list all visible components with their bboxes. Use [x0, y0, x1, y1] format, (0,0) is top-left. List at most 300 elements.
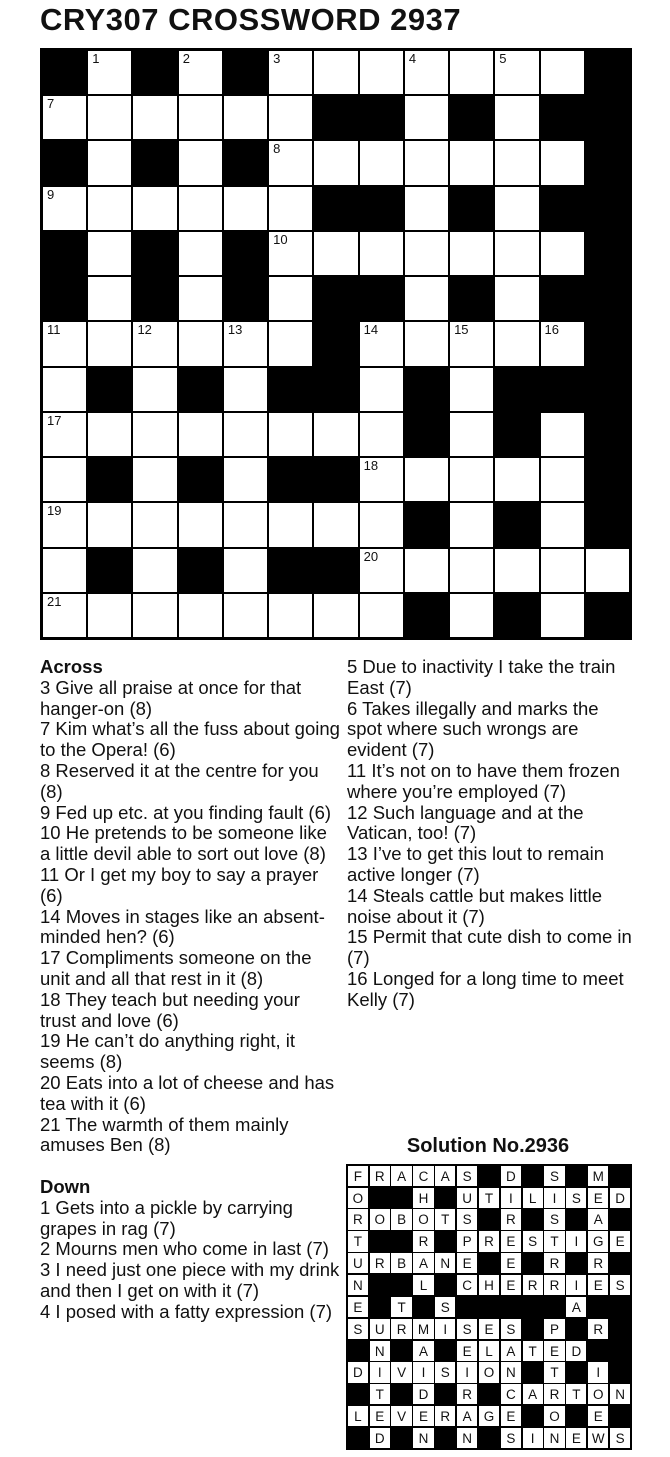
solution-letter: E — [353, 1299, 363, 1315]
solution-letter: N — [440, 1256, 451, 1272]
solution-letter: R — [374, 1256, 385, 1272]
solution-cell — [501, 1253, 521, 1273]
grid-cell[interactable] — [224, 322, 267, 365]
solution-cell — [479, 1275, 499, 1295]
grid-cell[interactable] — [269, 96, 312, 139]
crossword-grid — [40, 48, 632, 640]
grid-cell[interactable] — [405, 141, 448, 184]
down-clue: 14 Steals cattle but makes little noise about it (7) — [347, 884, 603, 927]
grid-cell[interactable] — [314, 141, 357, 184]
grid-cell[interactable] — [541, 141, 584, 184]
solution-cell — [413, 1253, 433, 1273]
grid-cell[interactable] — [314, 594, 357, 637]
solution-letter: I — [443, 1321, 448, 1337]
down-clue: 5 Due to inactivity I take the train East (7) — [347, 656, 616, 698]
across-clue: 9 Fed up etc. at you finding fault (6) — [40, 801, 332, 823]
grid-cell[interactable] — [88, 503, 131, 546]
grid-cell[interactable] — [450, 141, 493, 184]
solution-cell — [501, 1231, 521, 1251]
grid-cell[interactable] — [450, 549, 493, 592]
solution-cell — [588, 1275, 608, 1295]
solution-letter: E — [593, 1409, 603, 1425]
solution-letter: G — [592, 1234, 604, 1250]
grid-cell[interactable] — [586, 549, 629, 592]
solution-letter: E — [506, 1234, 516, 1250]
solution-cell — [370, 1319, 390, 1339]
grid-cell[interactable] — [88, 322, 131, 365]
grid-cell[interactable] — [43, 458, 86, 501]
solution-cell — [544, 1362, 564, 1382]
grid-cell[interactable] — [450, 322, 493, 365]
grid-cell[interactable] — [405, 277, 448, 320]
clues-right-column — [347, 657, 637, 1011]
solution-cell — [391, 1297, 411, 1317]
solution-letter: T — [441, 1212, 450, 1228]
grid-cell[interactable] — [179, 51, 222, 94]
down-clue: 13 I’ve to get this lout to remain active longer (7) — [347, 843, 605, 885]
solution-letter: A — [397, 1168, 407, 1184]
grid-cell[interactable] — [495, 96, 538, 139]
solution-letter: T — [397, 1299, 406, 1315]
solution-letter: T — [572, 1387, 581, 1403]
solution-cell — [457, 1231, 477, 1251]
grid-cell[interactable] — [224, 503, 267, 546]
solution-letter: S — [550, 1168, 560, 1184]
solution-cell — [501, 1188, 521, 1208]
solution-cell — [457, 1362, 477, 1382]
solution-letter: B — [397, 1212, 407, 1228]
grid-cell[interactable] — [43, 187, 86, 230]
solution-cell — [588, 1384, 608, 1404]
solution-cell — [523, 1384, 543, 1404]
grid-cell[interactable] — [179, 232, 222, 275]
grid-cell[interactable] — [541, 458, 584, 501]
solution-letter: D — [571, 1343, 582, 1359]
grid-cell[interactable] — [224, 594, 267, 637]
solution-cell — [501, 1275, 521, 1295]
solution-cell — [370, 1341, 390, 1361]
solution-letter: E — [506, 1256, 516, 1272]
solution-title: Solution No.2936 — [406, 1135, 570, 1157]
solution-cell — [457, 1406, 477, 1426]
solution-cell — [370, 1428, 390, 1448]
solution-letter: D — [505, 1168, 516, 1184]
solution-letter: O — [418, 1212, 429, 1228]
solution-letter: I — [530, 1430, 535, 1446]
grid-cell[interactable] — [314, 503, 357, 546]
grid-cell[interactable] — [360, 458, 403, 501]
solution-cell — [566, 1231, 586, 1251]
solution-letter: E — [506, 1278, 516, 1294]
grid-cell[interactable] — [269, 51, 312, 94]
solution-cell — [501, 1166, 521, 1186]
grid-cell[interactable] — [269, 141, 312, 184]
solution-letter: T — [375, 1387, 384, 1403]
solution-letter: U — [462, 1190, 472, 1206]
grid-cell[interactable] — [224, 368, 267, 411]
grid-cell[interactable] — [269, 322, 312, 365]
solution-cell — [544, 1231, 564, 1251]
grid-cell[interactable] — [360, 141, 403, 184]
clue-number: 14 — [363, 322, 379, 338]
grid-cell[interactable] — [133, 413, 176, 456]
clue-number: 17 — [47, 412, 62, 428]
solution-letter: S — [462, 1168, 472, 1184]
solution-cell — [523, 1428, 543, 1448]
clue-number: 18 — [363, 458, 379, 474]
solution-letter: A — [418, 1256, 428, 1272]
grid-cell[interactable] — [495, 187, 538, 230]
down-clue: 4 I posed with a fatty expression (7) — [40, 1300, 333, 1322]
solution-letter: L — [528, 1190, 537, 1206]
solution-letter: A — [440, 1168, 450, 1184]
grid-cell[interactable] — [224, 458, 267, 501]
across-clue: 11 Or I get my boy to say a prayer (6) — [40, 863, 319, 906]
solution-cell — [457, 1428, 477, 1448]
grid-cell[interactable] — [224, 96, 267, 139]
grid-cell[interactable] — [314, 413, 357, 456]
grid-cell[interactable] — [179, 187, 222, 230]
solution-letter: S — [506, 1321, 516, 1337]
grid-cell[interactable] — [43, 549, 86, 592]
solution-letter: O — [352, 1190, 364, 1206]
solution-cell — [391, 1253, 411, 1273]
solution-cell — [413, 1231, 433, 1251]
grid-cell[interactable] — [314, 232, 357, 275]
solution-cell — [588, 1406, 608, 1426]
grid-cell[interactable] — [133, 96, 176, 139]
solution-cell — [479, 1319, 499, 1339]
grid-cell[interactable] — [133, 549, 176, 592]
across-clue: 3 Give all praise at once for that hanger-on (8) — [40, 676, 302, 719]
solution-letter: I — [574, 1278, 579, 1294]
grid-cell[interactable] — [405, 322, 448, 365]
solution-letter: T — [484, 1190, 494, 1206]
solution-letter: A — [571, 1299, 581, 1315]
grid-cell[interactable] — [405, 549, 448, 592]
solution-cell — [348, 1253, 368, 1273]
solution-letter: M — [592, 1168, 604, 1184]
solution-letter: L — [354, 1409, 362, 1425]
solution-cell — [479, 1362, 499, 1382]
solution-letter: R — [353, 1212, 363, 1228]
grid-cell[interactable] — [269, 594, 312, 637]
grid-cell[interactable] — [179, 277, 222, 320]
solution-cell — [348, 1319, 368, 1339]
grid-cell[interactable] — [269, 503, 312, 546]
grid-cell[interactable] — [360, 503, 403, 546]
solution-letter: R — [527, 1278, 538, 1294]
solution-letter: E — [550, 1343, 560, 1359]
solution-cell — [457, 1384, 477, 1404]
solution-cell — [610, 1275, 630, 1295]
solution-letter: R — [593, 1321, 604, 1337]
grid-cell[interactable] — [43, 503, 86, 546]
grid-cell[interactable] — [224, 549, 267, 592]
grid-cell[interactable] — [495, 232, 538, 275]
grid-cell[interactable] — [88, 594, 131, 637]
grid-cell[interactable] — [133, 322, 176, 365]
grid-cell[interactable] — [405, 51, 448, 94]
grid-cell[interactable] — [224, 187, 267, 230]
grid-cell[interactable] — [224, 413, 267, 456]
solution-letter: A — [528, 1387, 538, 1403]
page-title: CRY307 CROSSWORD 2937 — [40, 2, 462, 37]
clue-number: 13 — [227, 322, 243, 338]
grid-cell[interactable] — [360, 368, 403, 411]
across-clue: 7 Kim what’s all the fuss about going to the Opera! (6) — [40, 718, 340, 761]
solution-letter: F — [353, 1168, 363, 1184]
solution-cell — [413, 1406, 433, 1426]
grid-cell[interactable] — [541, 549, 584, 592]
grid-cell[interactable] — [88, 413, 131, 456]
solution-letter: S — [506, 1430, 516, 1446]
grid-cell[interactable] — [179, 96, 222, 139]
down-clue: 15 Permit that cute dish to come in (7) — [347, 926, 632, 969]
solution-letter: E — [462, 1256, 472, 1272]
solution-letter: D — [418, 1387, 429, 1403]
clue-number: 1 — [92, 51, 100, 66]
grid-cell[interactable] — [405, 458, 448, 501]
across-clue: 21 The warmth of them mainly amuses Ben (8) — [40, 1113, 289, 1156]
solution-cell — [457, 1319, 477, 1339]
solution-cell — [413, 1166, 433, 1186]
solution-cell — [457, 1253, 477, 1273]
solution-letter: T — [353, 1234, 363, 1250]
grid-cell[interactable] — [269, 187, 312, 230]
grid-cell[interactable] — [269, 413, 312, 456]
grid-cell[interactable] — [541, 594, 584, 637]
solution-cell — [544, 1188, 564, 1208]
grid-cell[interactable] — [495, 458, 538, 501]
solution-cell — [501, 1341, 521, 1361]
solution-cell — [610, 1428, 630, 1448]
down-clue: 2 Mourns men who come in last (7) — [40, 1238, 329, 1260]
solution-cell — [501, 1428, 521, 1448]
solution-cell — [479, 1231, 499, 1251]
solution-letter: U — [353, 1256, 363, 1272]
grid-cell[interactable] — [495, 549, 538, 592]
down-clue: 11 It’s not on to have them frozen where you’re employed (7) — [347, 759, 620, 802]
solution-cell — [413, 1341, 433, 1361]
grid-cell[interactable] — [541, 51, 584, 94]
grid-cell[interactable] — [133, 458, 176, 501]
solution-cell — [566, 1384, 586, 1404]
clue-number: 5 — [499, 51, 507, 66]
solution-cell — [370, 1362, 390, 1382]
grid-cell[interactable] — [133, 368, 176, 411]
grid-cell[interactable] — [43, 413, 86, 456]
solution-cell — [501, 1209, 521, 1229]
solution-letter: R — [484, 1234, 494, 1250]
solution-letter: D — [353, 1365, 363, 1381]
solution-cell — [391, 1166, 411, 1186]
solution-cell — [348, 1166, 368, 1186]
grid-cell[interactable] — [450, 503, 493, 546]
grid-cell[interactable] — [179, 413, 222, 456]
clue-number: 11 — [47, 322, 61, 338]
grid-cell[interactable] — [541, 413, 584, 456]
solution-letter: C — [462, 1278, 472, 1294]
clue-number: 19 — [47, 503, 62, 519]
solution-cell — [413, 1428, 433, 1448]
solution-letter: R — [374, 1168, 385, 1184]
solution-letter: N — [462, 1430, 472, 1446]
grid-cell[interactable] — [43, 322, 86, 365]
grid-cell[interactable] — [179, 141, 222, 184]
grid-cell[interactable] — [88, 96, 131, 139]
grid-cell[interactable] — [495, 51, 538, 94]
solution-cell — [348, 1188, 368, 1208]
solution-cell — [413, 1275, 433, 1295]
solution-cell — [544, 1406, 564, 1426]
solution-cell — [588, 1166, 608, 1186]
grid-cell[interactable] — [541, 322, 584, 365]
clue-number: 20 — [363, 548, 379, 564]
grid-cell[interactable] — [179, 322, 222, 365]
grid-cell[interactable] — [360, 413, 403, 456]
solution-cell — [348, 1231, 368, 1251]
grid-cell[interactable] — [495, 322, 538, 365]
solution-letter: G — [483, 1409, 495, 1425]
grid-cell[interactable] — [541, 232, 584, 275]
solution-cell — [479, 1406, 499, 1426]
solution-letter: O — [483, 1365, 495, 1381]
solution-letter: S — [528, 1234, 538, 1250]
solution-letter: R — [593, 1256, 604, 1272]
solution-cell — [566, 1275, 586, 1295]
grid-cell[interactable] — [495, 141, 538, 184]
grid-cell[interactable] — [88, 277, 131, 320]
grid-cell[interactable] — [269, 232, 312, 275]
grid-cell[interactable] — [541, 503, 584, 546]
solution-cell — [391, 1319, 411, 1339]
solution-letter: S — [571, 1190, 581, 1206]
solution-cell — [566, 1428, 586, 1448]
grid-cell[interactable] — [88, 51, 131, 94]
grid-cell[interactable] — [133, 187, 176, 230]
grid-cell[interactable] — [450, 413, 493, 456]
solution-letter: A — [462, 1409, 472, 1425]
solution-letter: E — [418, 1409, 428, 1425]
solution-letter: I — [377, 1365, 382, 1381]
solution-cell — [544, 1209, 564, 1229]
grid-cell[interactable] — [179, 594, 222, 637]
solution-cell — [348, 1209, 368, 1229]
solution-letter: W — [591, 1430, 605, 1446]
grid-cell[interactable] — [133, 594, 176, 637]
solution-letter: E — [484, 1321, 494, 1337]
solution-cell — [588, 1231, 608, 1251]
solution-letter: D — [615, 1190, 625, 1206]
grid-cell[interactable] — [405, 232, 448, 275]
solution-cell — [435, 1166, 455, 1186]
solution-cell — [544, 1253, 564, 1273]
solution-letter: S — [550, 1212, 560, 1228]
solution-cell — [588, 1188, 608, 1208]
grid-cell[interactable] — [360, 594, 403, 637]
solution-letter: R — [396, 1321, 407, 1337]
clue-number: 2 — [182, 51, 190, 66]
grid-cell[interactable] — [88, 141, 131, 184]
solution-letter: H — [484, 1278, 494, 1294]
solution-letter: V — [397, 1409, 407, 1425]
solution-cell — [348, 1406, 368, 1426]
solution-letter: T — [528, 1343, 537, 1359]
grid-cell[interactable] — [43, 368, 86, 411]
down-clue: 3 I need just one piece with my drink and then I get on with it (7) — [40, 1259, 340, 1301]
solution-cell — [435, 1362, 455, 1382]
solution-letter: E — [571, 1430, 581, 1446]
solution-cell — [348, 1297, 368, 1317]
across-clue: 20 Eats into a lot of cheese and has tea with it (6) — [40, 1071, 335, 1114]
grid-cell[interactable] — [88, 232, 131, 275]
solution-letter: A — [593, 1212, 603, 1228]
solution-letter: R — [549, 1256, 560, 1272]
grid-cell[interactable] — [43, 594, 86, 637]
solution-cell — [501, 1384, 521, 1404]
solution-letter: A — [418, 1343, 428, 1359]
grid-cell[interactable] — [43, 96, 86, 139]
solution-letter: H — [418, 1190, 429, 1206]
grid-cell[interactable] — [360, 322, 403, 365]
solution-letter: O — [549, 1409, 560, 1425]
solution-cell — [391, 1406, 411, 1426]
grid-cell[interactable] — [405, 187, 448, 230]
grid-cell[interactable] — [360, 232, 403, 275]
grid-cell[interactable] — [314, 51, 357, 94]
down-clue: 6 Takes illegally and marks the spot where such wrongs are evident (7) — [347, 697, 599, 761]
solution-grid — [346, 1164, 632, 1450]
solution-letter: N — [418, 1430, 429, 1446]
solution-cell — [370, 1406, 390, 1426]
across-clue-list — [40, 678, 340, 1156]
grid-cell[interactable] — [450, 458, 493, 501]
solution-cell — [435, 1319, 455, 1339]
solution-letter: E — [462, 1343, 472, 1359]
grid-cell[interactable] — [450, 232, 493, 275]
grid-cell[interactable] — [450, 51, 493, 94]
grid-cell[interactable] — [450, 594, 493, 637]
solution-letter: R — [462, 1387, 472, 1403]
down-clue: 12 Such language and at the Vatican, too! (7) — [347, 801, 584, 844]
solution-letter: R — [418, 1234, 429, 1250]
solution-cell — [479, 1188, 499, 1208]
grid-cell[interactable] — [360, 549, 403, 592]
solution-cell — [457, 1275, 477, 1295]
grid-cell[interactable] — [133, 503, 176, 546]
grid-cell[interactable] — [179, 503, 222, 546]
solution-cell — [435, 1209, 455, 1229]
solution-letter: E — [506, 1409, 516, 1425]
solution-cell — [370, 1384, 390, 1404]
grid-cell[interactable] — [269, 277, 312, 320]
solution-cell — [523, 1231, 543, 1251]
down-heading: Down — [40, 1175, 91, 1197]
solution-letter: P — [550, 1321, 560, 1337]
down-clue: 1 Gets into a pickle by carrying grapes in rag (7) — [40, 1196, 293, 1239]
grid-cell[interactable] — [405, 96, 448, 139]
across-clue: 19 He can’t do anything right, it seems (8) — [40, 1030, 296, 1073]
grid-cell[interactable] — [88, 187, 131, 230]
grid-cell[interactable] — [495, 277, 538, 320]
solution-letter: I — [465, 1365, 470, 1381]
grid-cell[interactable] — [450, 368, 493, 411]
solution-letter: N — [505, 1365, 516, 1381]
solution-letter: N — [353, 1278, 363, 1294]
grid-cell[interactable] — [360, 51, 403, 94]
down-clue-list — [40, 1198, 340, 1323]
